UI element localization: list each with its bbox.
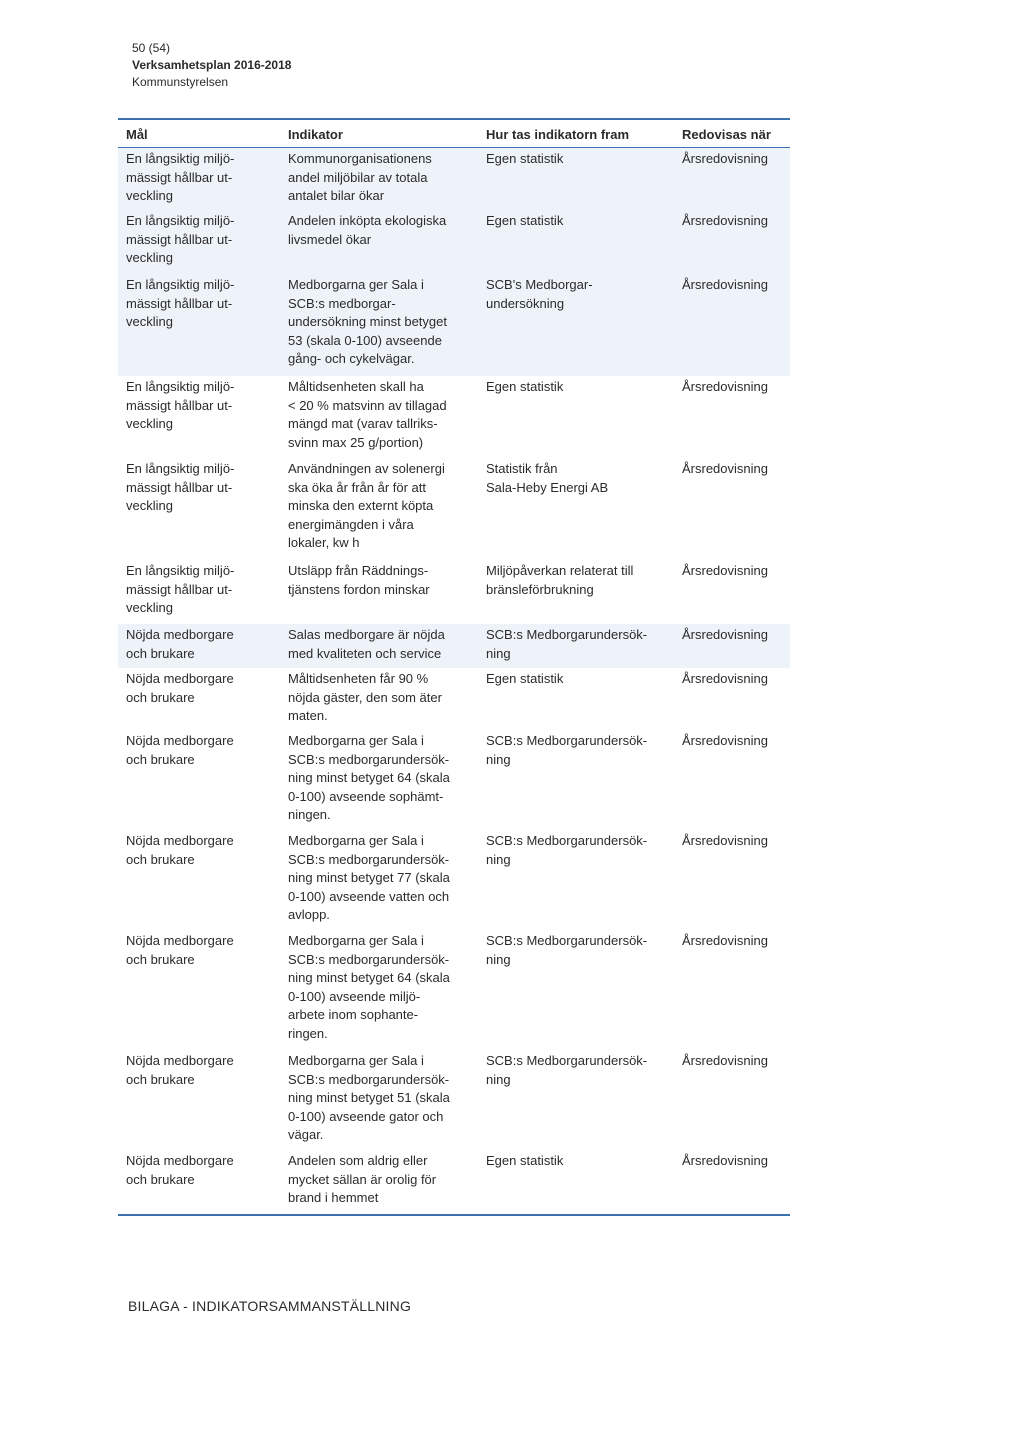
table-row: [118, 560, 790, 624]
cell-hur: Miljöpåverkan relaterat till bränsleförbrukning: [486, 563, 634, 597]
cell-indikator: Kommunorganisationens andel miljöbilar av totala antalet bilar ökar: [288, 151, 432, 204]
cell-mal: Nöjda medborgare och brukare: [126, 733, 234, 767]
cell-mal: En långsiktig miljö- mässigt hållbar ut- veckling: [126, 213, 235, 266]
cell-mal: Nöjda medborgare och brukare: [126, 627, 234, 661]
cell-indikator: Medborgarna ger Sala i SCB:s medborgarundersök- ning minst betyget 64 (skala 0-100) avseende miljö- arbete inom sophante- ringen.: [288, 933, 450, 1041]
organization-name: Kommunstyrelsen: [132, 75, 229, 89]
table-row: [118, 210, 790, 274]
cell-indikator: Medborgarna ger Sala i SCB:s medborgar- undersökning minst betyget 53 (skala 0-100) avseende gång- och cykelvägar.: [288, 277, 447, 367]
table-body: [118, 148, 790, 1214]
cell-hur: Egen statistik: [486, 213, 564, 228]
cell-hur: Statistik från Sala-Heby Energi AB: [486, 461, 609, 495]
cell-redovisas: Årsredovisning: [682, 379, 768, 394]
cell-indikator: Andelen inköpta ekologiska livsmedel ökar: [288, 213, 447, 247]
cell-indikator: Utsläpp från Räddnings- tjänstens fordon minskar: [288, 563, 430, 597]
table-row: [118, 930, 790, 1050]
table-row: [118, 624, 790, 668]
page-number: 50 (54): [132, 41, 171, 55]
cell-redovisas: Årsredovisning: [682, 1053, 768, 1068]
cell-redovisas: Årsredovisning: [682, 671, 768, 686]
column-header-mal: Mål: [126, 127, 148, 142]
cell-indikator: Medborgarna ger Sala i SCB:s medborgarundersök- ning minst betyget 51 (skala 0-100) avseende gator och vägar.: [288, 1053, 450, 1143]
cell-redovisas: Årsredovisning: [682, 733, 768, 748]
column-header-indikator: Indikator: [288, 127, 343, 142]
cell-indikator: Användningen av solenergi ska öka år från år för att minska den externt köpta energimängden i våra lokaler, kw h: [288, 461, 445, 551]
cell-mal: En långsiktig miljö- mässigt hållbar ut- veckling: [126, 563, 235, 616]
cell-hur: SCB:s Medborgarundersök- ning: [486, 1053, 648, 1087]
table-row: [118, 830, 790, 930]
cell-indikator: Andelen som aldrig eller mycket sällan är orolig för brand i hemmet: [288, 1153, 437, 1206]
cell-hur: SCB:s Medborgarundersök- ning: [486, 933, 648, 967]
cell-indikator: Måltidsenheten skall ha < 20 % matsvinn av tillagad mängd mat (varav tallriks- svinn max 25 g/portion): [288, 379, 447, 450]
cell-mal: En långsiktig miljö- mässigt hållbar ut- veckling: [126, 277, 235, 330]
cell-redovisas: Årsredovisning: [682, 277, 768, 292]
cell-mal: Nöjda medborgare och brukare: [126, 1153, 234, 1187]
cell-hur: Egen statistik: [486, 379, 564, 394]
cell-hur: SCB:s Medborgarundersök- ning: [486, 833, 648, 867]
cell-redovisas: Årsredovisning: [682, 933, 768, 948]
cell-hur: SCB's Medborgar- undersökning: [486, 277, 593, 311]
cell-hur: Egen statistik: [486, 1153, 564, 1168]
page-footer: BILAGA - INDIKATORSAMMANSTÄLLNING: [128, 1298, 412, 1314]
cell-redovisas: Årsredovisning: [682, 1153, 768, 1168]
cell-redovisas: Årsredovisning: [682, 213, 768, 228]
cell-mal: Nöjda medborgare och brukare: [126, 1053, 234, 1087]
cell-redovisas: Årsredovisning: [682, 563, 768, 578]
cell-indikator: Måltidsenheten får 90 % nöjda gäster, den som äter maten.: [288, 671, 442, 724]
cell-hur: SCB:s Medborgarundersök- ning: [486, 733, 648, 767]
cell-hur: Egen statistik: [486, 671, 564, 686]
column-header-hur: Hur tas indikatorn fram: [486, 127, 630, 142]
cell-indikator: Medborgarna ger Sala i SCB:s medborgarundersök- ning minst betyget 64 (skala 0-100) avseende sophämt- ningen.: [288, 733, 450, 823]
column-header-redovisas: Redovisas när: [682, 127, 771, 142]
table-header-row: [118, 120, 790, 148]
table-row: [118, 668, 790, 730]
cell-indikator: Salas medborgare är nöjda med kvaliteten och service: [288, 627, 445, 661]
cell-mal: En långsiktig miljö- mässigt hållbar ut- veckling: [126, 461, 235, 514]
cell-mal: En långsiktig miljö- mässigt hållbar ut- veckling: [126, 379, 235, 432]
table-row: [118, 274, 790, 376]
cell-mal: Nöjda medborgare och brukare: [126, 933, 234, 967]
cell-hur: Egen statistik: [486, 151, 564, 166]
page-header: [132, 40, 291, 91]
cell-redovisas: Årsredovisning: [682, 461, 768, 476]
table-row: [118, 730, 790, 830]
cell-mal: Nöjda medborgare och brukare: [126, 671, 234, 705]
cell-indikator: Medborgarna ger Sala i SCB:s medborgarundersök- ning minst betyget 77 (skala 0-100) avseende vatten och avlopp.: [288, 833, 450, 923]
cell-redovisas: Årsredovisning: [682, 833, 768, 848]
cell-hur: SCB:s Medborgarundersök- ning: [486, 627, 648, 661]
cell-mal: Nöjda medborgare och brukare: [126, 833, 234, 867]
table-row: [118, 148, 790, 210]
table-row: [118, 376, 790, 458]
cell-redovisas: Årsredovisning: [682, 627, 768, 642]
table-row: [118, 1150, 790, 1214]
table-row: [118, 1050, 790, 1150]
indicator-table: [118, 118, 790, 1216]
cell-mal: En långsiktig miljö- mässigt hållbar ut- veckling: [126, 151, 235, 204]
document-title: Verksamhetsplan 2016-2018: [132, 58, 292, 72]
cell-redovisas: Årsredovisning: [682, 151, 768, 166]
table-row: [118, 458, 790, 560]
